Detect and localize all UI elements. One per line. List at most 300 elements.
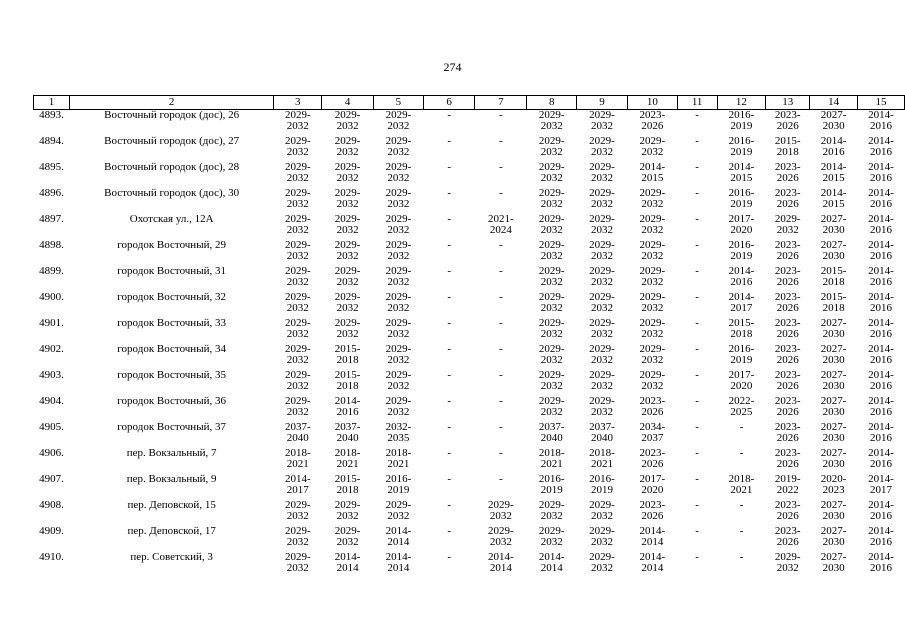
- period-cell: [475, 240, 527, 266]
- period-start: -: [695, 446, 699, 459]
- period-start: 2029-: [589, 342, 615, 355]
- period-end: 2032: [641, 327, 664, 340]
- period-start: 2023-: [639, 394, 666, 407]
- period-cell: [423, 162, 475, 188]
- period-cell: [677, 292, 717, 318]
- period-cell: [766, 344, 810, 370]
- period-start: 2029-: [334, 109, 361, 121]
- period-end: 2032: [540, 145, 563, 158]
- period-start: 2027-: [820, 316, 847, 329]
- period-cell: [627, 240, 677, 266]
- period-start: 2027-: [820, 550, 847, 563]
- period-start: 2034-: [639, 420, 666, 433]
- period-cell: [374, 500, 424, 526]
- period-cell: [475, 318, 527, 344]
- period-start: 2023-: [774, 394, 801, 407]
- period-cell: [322, 266, 374, 292]
- period-start: -: [499, 186, 503, 199]
- period-start: -: [447, 394, 451, 407]
- period-cell: [677, 162, 717, 188]
- period-cell: [577, 214, 628, 240]
- row-number: 4905.: [39, 420, 64, 433]
- period-end: 2026: [641, 457, 664, 470]
- period-end: 2018: [776, 145, 799, 158]
- period-end: 2019: [540, 483, 563, 496]
- period-cell: [475, 422, 527, 448]
- period-end: 2032: [641, 275, 664, 288]
- period-start: 2016-: [589, 472, 615, 485]
- period-start: 2029-: [334, 498, 361, 511]
- period-end: 2032: [387, 405, 410, 418]
- period-start: -: [695, 264, 699, 277]
- period-cell: [717, 344, 766, 370]
- period-cell: [858, 448, 905, 474]
- period-cell: [322, 370, 374, 396]
- period-start: 2014-: [538, 550, 565, 563]
- period-cell: [274, 188, 322, 214]
- period-cell: [766, 214, 810, 240]
- period-start: 2029-: [774, 550, 801, 563]
- period-start: 2029-: [334, 290, 361, 303]
- period-cell: [717, 474, 766, 500]
- period-start: 2029-: [538, 368, 565, 381]
- period-cell: [717, 188, 766, 214]
- period-start: -: [695, 316, 699, 329]
- period-end: 2021: [336, 457, 359, 470]
- period-start: -: [695, 186, 699, 199]
- period-start: 2016-: [728, 238, 755, 251]
- period-end: 2018: [336, 379, 359, 392]
- period-end: 2026: [641, 405, 664, 418]
- table-row: [34, 526, 905, 552]
- period-cell: [475, 500, 527, 526]
- period-cell: [717, 240, 766, 266]
- period-cell: [627, 552, 677, 578]
- period-start: -: [447, 134, 451, 147]
- period-cell: [810, 526, 858, 552]
- period-start: 2027-: [820, 446, 847, 459]
- period-cell: [423, 448, 475, 474]
- period-start: 2018-: [334, 446, 361, 459]
- period-start: 2029-: [538, 342, 565, 355]
- period-start: -: [447, 109, 451, 121]
- period-start: 2029-: [589, 550, 615, 563]
- period-cell: [274, 292, 322, 318]
- period-start: 2023-: [774, 446, 801, 459]
- period-start: 2014-: [728, 264, 755, 277]
- page-number: 274: [443, 60, 462, 74]
- period-start: 2029-: [639, 186, 666, 199]
- period-cell: [577, 552, 628, 578]
- period-start: -: [499, 368, 503, 381]
- period-end: 2026: [776, 327, 799, 340]
- period-end: 2014: [336, 561, 359, 574]
- table-row: [34, 500, 905, 526]
- period-cell: [627, 474, 677, 500]
- period-start: 2029-: [385, 342, 412, 355]
- period-cell: [374, 214, 424, 240]
- period-start: 2029-: [334, 524, 361, 537]
- period-start: 2014-: [334, 394, 361, 407]
- period-cell: [766, 422, 810, 448]
- period-end: 2040: [591, 431, 613, 444]
- period-start: -: [499, 472, 503, 485]
- period-start: 2014-: [639, 524, 666, 537]
- period-start: 2014-: [639, 160, 666, 173]
- period-end: 2018: [822, 275, 845, 288]
- period-cell: [274, 344, 322, 370]
- period-cell: [322, 110, 374, 136]
- period-start: 2017-: [639, 472, 666, 485]
- period-start: -: [447, 238, 451, 251]
- period-start: 2021-: [488, 212, 514, 225]
- period-cell: [475, 188, 527, 214]
- period-start: 2014-: [868, 524, 894, 537]
- period-cell: [717, 136, 766, 162]
- period-end: 2018: [730, 327, 753, 340]
- period-cell: [374, 318, 424, 344]
- table-row: [34, 396, 905, 422]
- period-end: 2032: [591, 249, 613, 262]
- row-number: 4910.: [39, 550, 64, 563]
- period-cell: [475, 448, 527, 474]
- period-end: 2032: [286, 171, 309, 184]
- period-start: -: [447, 368, 451, 381]
- period-end: 2026: [776, 405, 799, 418]
- period-start: 2029-: [284, 160, 311, 173]
- period-start: 2029-: [334, 212, 361, 225]
- period-end: 2032: [641, 301, 664, 314]
- period-cell: [577, 474, 628, 500]
- period-start: 2015-: [774, 134, 801, 147]
- period-start: 2014-: [868, 342, 894, 355]
- period-end: 2032: [489, 535, 512, 548]
- period-end: 2017: [286, 483, 309, 496]
- row-number: 4900.: [39, 290, 64, 303]
- period-start: 2016-: [538, 472, 565, 485]
- period-end: 2032: [286, 197, 309, 210]
- period-cell: [577, 136, 628, 162]
- period-start: 2018-: [538, 446, 565, 459]
- period-cell: [527, 318, 577, 344]
- period-cell: [858, 318, 905, 344]
- period-cell: [717, 552, 766, 578]
- period-cell: [577, 344, 628, 370]
- period-end: 2019: [591, 483, 613, 496]
- period-cell: [627, 136, 677, 162]
- period-start: 2014-: [868, 368, 894, 381]
- period-start: 2029-: [385, 368, 412, 381]
- period-cell: [322, 162, 374, 188]
- period-cell: [423, 188, 475, 214]
- period-start: 2037-: [334, 420, 361, 433]
- period-start: 2029-: [589, 109, 615, 121]
- period-cell: [677, 110, 717, 136]
- period-start: -: [447, 472, 451, 485]
- period-end: 2014: [540, 561, 563, 574]
- period-start: -: [695, 368, 699, 381]
- period-start: 2029-: [284, 290, 311, 303]
- period-cell: [527, 448, 577, 474]
- period-start: 2027-: [820, 368, 847, 381]
- period-start: 2014-: [868, 134, 894, 147]
- period-end: 2026: [641, 509, 664, 522]
- period-start: 2029-: [334, 264, 361, 277]
- period-start: -: [739, 550, 744, 563]
- period-start: 2029-: [385, 134, 412, 147]
- period-cell: [677, 370, 717, 396]
- period-start: -: [447, 290, 451, 303]
- period-start: 2023-: [774, 109, 801, 121]
- period-cell: [766, 318, 810, 344]
- period-start: -: [499, 160, 503, 173]
- period-start: 2014-: [868, 550, 894, 563]
- period-end: 2032: [387, 301, 410, 314]
- period-start: 2029-: [284, 524, 311, 537]
- period-end: 2035: [387, 431, 410, 444]
- period-end: 2016: [870, 457, 892, 470]
- period-start: 2029-: [538, 238, 565, 251]
- period-start: 2023-: [639, 446, 666, 459]
- period-end: 2032: [336, 301, 359, 314]
- period-end: 2026: [776, 535, 799, 548]
- period-cell: [677, 396, 717, 422]
- period-start: 2029-: [589, 212, 615, 225]
- period-start: 2029-: [589, 316, 615, 329]
- period-end: 2015: [822, 197, 845, 210]
- period-cell: [577, 526, 628, 552]
- address-cell: городок Восточный, 35: [117, 368, 226, 381]
- period-start: 2029-: [385, 186, 412, 199]
- period-cell: [322, 188, 374, 214]
- period-cell: [717, 292, 766, 318]
- period-end: 2016: [870, 145, 892, 158]
- period-start: 2029-: [538, 212, 565, 225]
- period-cell: [423, 110, 475, 136]
- period-start: 2029-: [589, 264, 615, 277]
- period-cell: [627, 370, 677, 396]
- period-start: 2037-: [284, 420, 311, 433]
- period-end: 2020: [730, 379, 753, 392]
- period-end: 2030: [822, 535, 845, 548]
- register-table: [33, 95, 905, 578]
- period-cell: [677, 214, 717, 240]
- period-end: 2030: [822, 431, 845, 444]
- period-cell: [858, 500, 905, 526]
- period-cell: [577, 292, 628, 318]
- period-start: -: [447, 420, 451, 433]
- period-cell: [274, 448, 322, 474]
- period-end: 2026: [776, 120, 799, 133]
- period-end: 2017: [730, 301, 753, 314]
- row-number: 4893.: [39, 109, 64, 121]
- period-end: 2016: [870, 275, 892, 288]
- period-end: 2032: [387, 327, 410, 340]
- period-start: 2015-: [820, 290, 847, 303]
- period-end: 2014: [387, 561, 410, 574]
- period-cell: [677, 136, 717, 162]
- period-cell: [274, 552, 322, 578]
- period-start: 2029-: [538, 316, 565, 329]
- period-start: 2018-: [728, 472, 755, 485]
- period-cell: [677, 422, 717, 448]
- column-header: 4: [322, 96, 374, 110]
- period-end: 2032: [591, 509, 613, 522]
- period-start: 2029-: [284, 368, 311, 381]
- period-end: 2032: [540, 509, 563, 522]
- period-start: 2014-: [488, 550, 514, 563]
- period-cell: [810, 162, 858, 188]
- period-start: 2014-: [868, 109, 894, 121]
- period-cell: [423, 422, 475, 448]
- period-start: 2029-: [385, 238, 412, 251]
- period-cell: [766, 448, 810, 474]
- address-cell: пер. Вокзальный, 7: [126, 446, 217, 459]
- address-cell: Охотская ул., 12А: [129, 212, 214, 225]
- period-end: 2021: [387, 457, 410, 470]
- period-start: 2023-: [774, 186, 801, 199]
- period-end: 2032: [387, 223, 410, 236]
- period-end: 2032: [540, 171, 563, 184]
- period-end: 2032: [387, 379, 410, 392]
- period-end: 2032: [591, 405, 613, 418]
- period-cell: [577, 500, 628, 526]
- period-cell: [810, 552, 858, 578]
- period-start: 2015-: [820, 264, 847, 277]
- period-start: 2023-: [774, 264, 801, 277]
- period-end: 2026: [776, 509, 799, 522]
- period-cell: [475, 136, 527, 162]
- period-end: 2032: [591, 301, 613, 314]
- period-start: -: [447, 212, 451, 225]
- row-number: 4902.: [39, 342, 64, 355]
- period-end: 2021: [591, 457, 613, 470]
- period-end: 2016: [730, 275, 753, 288]
- period-cell: [274, 318, 322, 344]
- period-start: 2016-: [728, 134, 755, 147]
- address-cell: пер. Советский, 3: [130, 550, 213, 563]
- period-cell: [577, 240, 628, 266]
- period-end: 2032: [336, 145, 359, 158]
- period-start: -: [499, 109, 503, 121]
- period-start: 2029-: [538, 524, 565, 537]
- period-start: 2017-: [728, 368, 755, 381]
- row-number: 4907.: [39, 472, 64, 485]
- period-start: 2029-: [538, 394, 565, 407]
- period-start: 2029-: [385, 498, 412, 511]
- period-cell: [374, 396, 424, 422]
- period-end: 2016: [870, 301, 892, 314]
- period-cell: [627, 526, 677, 552]
- period-start: -: [695, 160, 699, 173]
- table-row: [34, 188, 905, 214]
- period-cell: [627, 292, 677, 318]
- period-start: 2029-: [334, 186, 361, 199]
- period-cell: [527, 396, 577, 422]
- period-end: 2030: [822, 249, 845, 262]
- period-cell: [274, 266, 322, 292]
- period-cell: [527, 240, 577, 266]
- period-cell: [274, 110, 322, 136]
- period-cell: [374, 266, 424, 292]
- period-cell: [527, 292, 577, 318]
- period-end: 2032: [641, 223, 664, 236]
- period-start: 2019-: [774, 472, 801, 485]
- period-cell: [423, 396, 475, 422]
- period-start: -: [695, 550, 699, 563]
- period-cell: [717, 526, 766, 552]
- period-start: -: [499, 394, 503, 407]
- period-cell: [677, 552, 717, 578]
- period-cell: [766, 474, 810, 500]
- period-cell: [577, 188, 628, 214]
- period-start: -: [447, 498, 451, 511]
- period-end: 2032: [387, 171, 410, 184]
- period-cell: [577, 370, 628, 396]
- period-end: 2018: [336, 353, 359, 366]
- period-start: 2014-: [820, 160, 847, 173]
- period-end: 2040: [336, 431, 359, 444]
- period-end: 2032: [286, 301, 309, 314]
- period-end: 2032: [540, 353, 563, 366]
- period-end: 2030: [822, 223, 845, 236]
- period-cell: [810, 500, 858, 526]
- period-cell: [322, 474, 374, 500]
- period-end: 2032: [641, 353, 664, 366]
- period-end: 2016: [822, 145, 845, 158]
- period-end: 2030: [822, 561, 845, 574]
- period-cell: [577, 266, 628, 292]
- period-start: -: [447, 342, 451, 355]
- period-end: 2026: [776, 431, 799, 444]
- period-cell: [766, 266, 810, 292]
- period-cell: [527, 344, 577, 370]
- period-end: 2026: [641, 120, 664, 133]
- table-row: [34, 292, 905, 318]
- period-start: 2029-: [538, 290, 565, 303]
- period-cell: [627, 344, 677, 370]
- period-cell: [810, 266, 858, 292]
- period-cell: [627, 396, 677, 422]
- period-end: 2032: [387, 275, 410, 288]
- period-cell: [475, 526, 527, 552]
- table-row: [34, 240, 905, 266]
- period-start: 2029-: [284, 186, 311, 199]
- address-cell: городок Восточный, 33: [117, 316, 226, 329]
- period-cell: [423, 240, 475, 266]
- period-end: 2016: [870, 353, 892, 366]
- period-cell: [717, 266, 766, 292]
- period-cell: [766, 396, 810, 422]
- period-start: -: [695, 238, 699, 251]
- period-end: 2032: [591, 145, 613, 158]
- period-start: -: [499, 238, 503, 251]
- column-header: 6: [423, 96, 475, 110]
- period-end: 2032: [591, 535, 613, 548]
- period-end: 2016: [870, 405, 892, 418]
- period-end: 2025: [730, 405, 753, 418]
- period-cell: [527, 162, 577, 188]
- period-cell: [527, 422, 577, 448]
- period-end: 2030: [822, 353, 845, 366]
- period-start: 2029-: [589, 186, 615, 199]
- period-start: 2029-: [334, 316, 361, 329]
- period-cell: [475, 474, 527, 500]
- period-cell: [423, 318, 475, 344]
- period-cell: [374, 552, 424, 578]
- period-end: 2019: [730, 120, 753, 133]
- period-start: -: [447, 550, 451, 563]
